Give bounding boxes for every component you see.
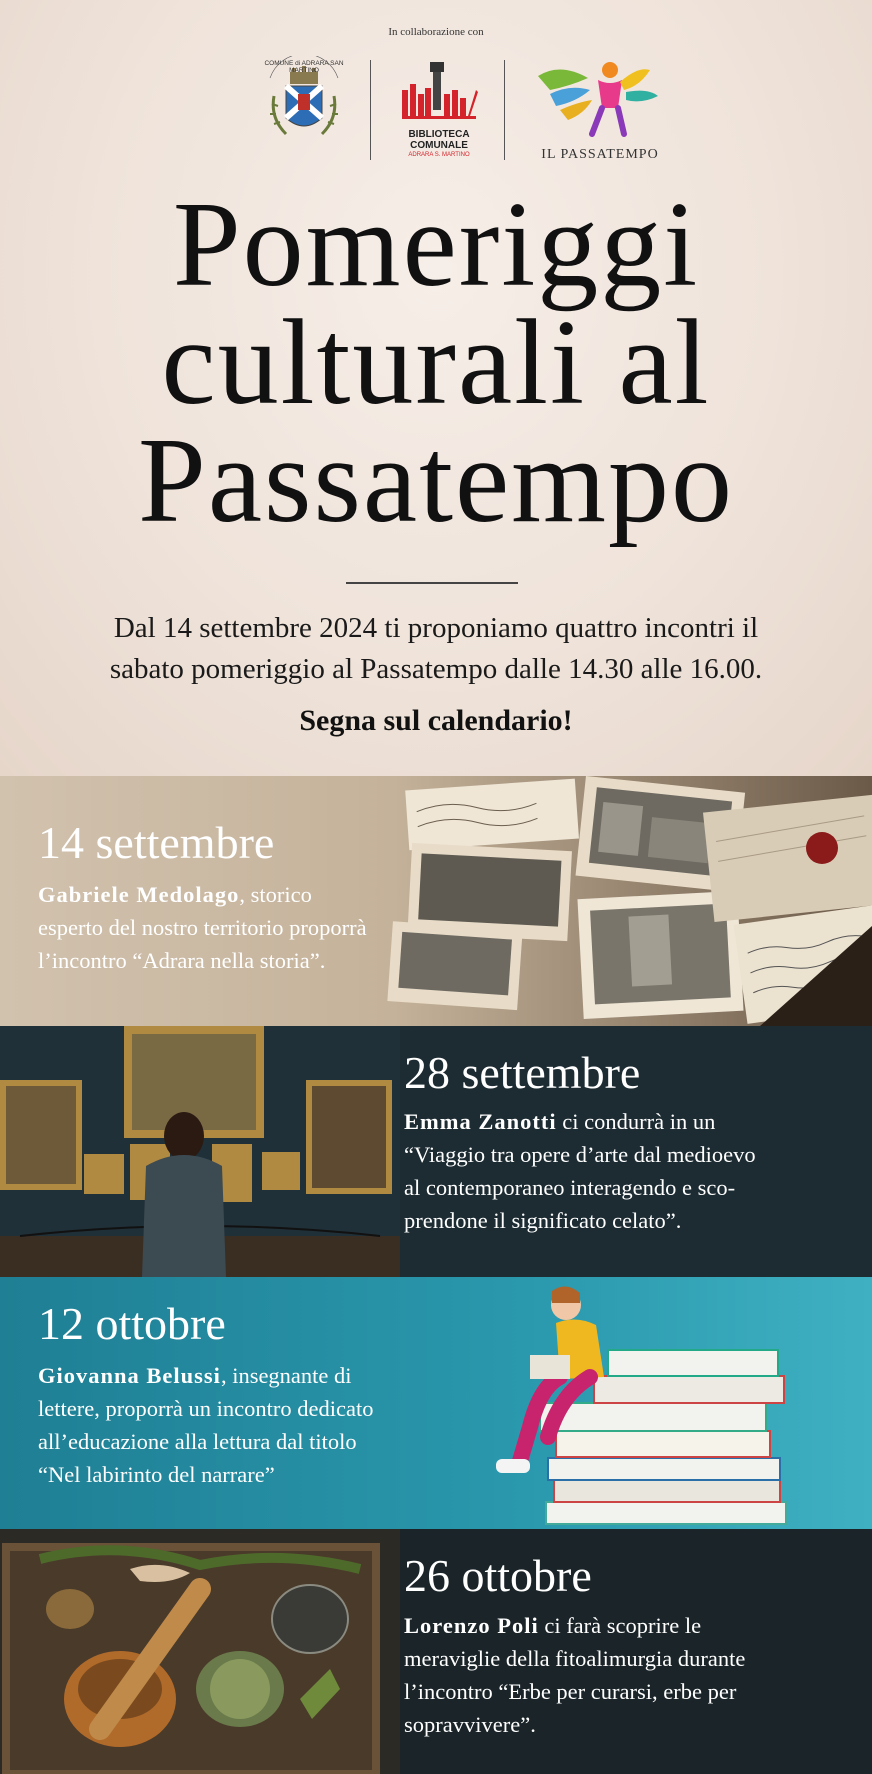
collaboration-label: In collaborazione con (388, 26, 484, 38)
intro-text (0, 608, 872, 690)
passatempo-figure-icon (530, 56, 670, 140)
event-description (38, 1359, 470, 1491)
intro-line: sabato pomeriggio al Passatempo dalle 14.30 alle 16.00. (109, 653, 763, 685)
comune-logo-text: COMUNE di ADRARA SAN MARTINO (264, 60, 344, 74)
logo-divider (504, 60, 505, 160)
event-text-part: , storico (239, 882, 312, 907)
event-band-4 (0, 1529, 872, 1774)
event-speaker: Lorenzo Poli (404, 1613, 539, 1638)
event-description-line-1 (404, 1105, 844, 1138)
title-line: Passatempo (137, 413, 735, 548)
event-date: 12 ottobre (38, 1298, 226, 1349)
event-band-1 (0, 776, 872, 1026)
biblioteca-logo (400, 60, 478, 164)
event-description (404, 1609, 844, 1741)
event-description (404, 1105, 844, 1237)
event-date: 26 ottobre (404, 1550, 592, 1601)
event-description-line-1 (38, 1359, 470, 1392)
poster-title (0, 177, 872, 548)
event-text-line: “Nel labirinto del narrare” (38, 1462, 275, 1487)
event-description-line-1 (404, 1609, 844, 1642)
calendar-call-to-action: Segna sul calendario! (299, 704, 573, 737)
event-date: 14 settembre (38, 817, 275, 868)
event-speaker: Emma Zanotti (404, 1109, 557, 1134)
biblioteca-name-3: ADRARA S. MARTINO (408, 152, 470, 158)
event-date: 28 settembre (404, 1047, 641, 1098)
passatempo-logo-text: IL PASSATEMPO (541, 147, 659, 162)
event-band-2 (0, 1026, 872, 1277)
event-text-part: ci condurrà in un (556, 1109, 716, 1134)
event-description (38, 878, 386, 977)
event-text-line: esperto del nostro territorio proporrà (38, 915, 367, 940)
biblioteca-name-2: COMUNALE (410, 140, 468, 151)
event-band-3 (0, 1277, 872, 1529)
logo-divider (370, 60, 371, 160)
event-text-part: , insegnante di (220, 1363, 352, 1388)
library-books-icon (400, 60, 478, 124)
event-text-line: sopravvivere”. (404, 1712, 536, 1737)
event-text-part: ci farà scoprire le (538, 1613, 702, 1638)
event-speaker: Giovanna Belussi (38, 1363, 221, 1388)
event-text-line: meraviglie della fitoalimurgia durante (404, 1646, 746, 1671)
event-text-line: l’incontro “Erbe per curarsi, erbe per (404, 1679, 737, 1704)
biblioteca-name-1: BIBLIOTECA (408, 129, 470, 140)
poster-header (0, 0, 872, 776)
event-speaker: Gabriele Medolago (38, 882, 240, 907)
event-text-line: prendone il significato celato”. (404, 1208, 682, 1233)
title-line: culturali al (161, 295, 711, 430)
comune-logo (256, 56, 352, 168)
intro-line: Dal 14 settembre 2024 ti proponiamo quattro incontri il (113, 612, 759, 644)
title-divider (346, 582, 518, 584)
partner-logos (0, 56, 872, 168)
title-line: Pomeriggi (172, 177, 700, 312)
event-text-line: all’educazione alla lettura dal titolo (38, 1429, 357, 1454)
passatempo-logo (530, 56, 670, 168)
event-text-line: lettere, proporrà un incontro dedicato (38, 1396, 374, 1421)
event-text-line: al contemporaneo interagendo e sco- (404, 1175, 736, 1200)
event-description-line-1 (38, 878, 386, 911)
event-text-line: “Viaggio tra opere d’arte dal medioevo (404, 1142, 756, 1167)
event-text-line: l’incontro “Adrara nella storia”. (38, 948, 326, 973)
